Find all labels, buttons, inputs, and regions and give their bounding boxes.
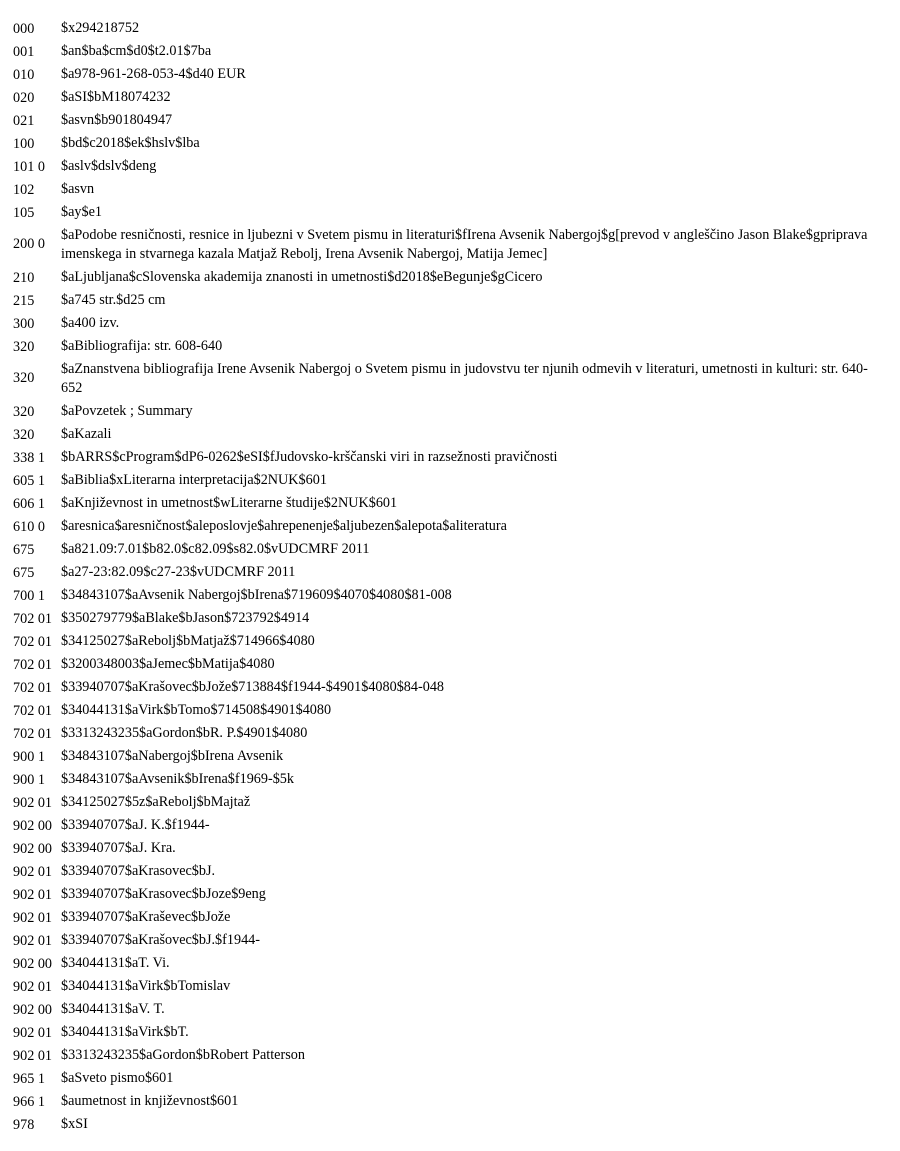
field-tag: 338 1 — [13, 450, 45, 466]
field-tag: 966 1 — [13, 1094, 45, 1110]
field-tag: 902 00 — [13, 841, 53, 857]
field-value: $34125027$aRebolj$bMatjaž$714966$4080 — [61, 633, 315, 649]
field-tag: 902 01 — [13, 887, 53, 903]
field-tag: 605 1 — [13, 473, 45, 489]
field-tag: 902 01 — [13, 933, 53, 949]
field-tag: 215 — [13, 293, 35, 309]
field-tag: 320 — [13, 404, 35, 420]
field-value: $aslv$dslv$deng — [61, 158, 157, 174]
field-value: $x294218752 — [61, 20, 140, 36]
field-value: $a27-23:82.09$c27-23$vUDCMRF 2011 — [61, 564, 296, 580]
field-tag: 320 — [13, 370, 35, 386]
field-tag: 902 01 — [13, 864, 53, 880]
field-tag: 702 01 — [13, 611, 53, 627]
field-value: $aumetnost in književnost$601 — [61, 1093, 239, 1109]
field-value: $aLjubljana$cSlovenska akademija znanosti in umetnosti$d2018$eBegunje$gCicero — [61, 269, 543, 285]
field-value: $xSI — [61, 1116, 88, 1132]
field-tag: 210 — [13, 270, 35, 286]
field-tag: 101 0 — [13, 159, 45, 175]
field-value: $34843107$aAvsenik Nabergoj$bIrena$719609$4070$4080$81-008 — [61, 587, 452, 603]
field-tag: 100 — [13, 136, 35, 152]
field-tag: 102 — [13, 182, 35, 198]
field-tag: 700 1 — [13, 588, 45, 604]
field-tag: 021 — [13, 113, 35, 129]
field-value: $aKazali — [61, 426, 112, 442]
field-tag: 902 00 — [13, 1002, 53, 1018]
field-value: $aZnanstvena bibliografija Irene Avsenik Nabergoj o Svetem pismu in judovstvu ter njunih odmevih v literaturi, umetnosti in kulturi: str. 640-652 — [61, 361, 868, 396]
field-tag: 702 01 — [13, 726, 53, 742]
field-value: $33940707$aKrasovec$bJoze$9eng — [61, 886, 266, 902]
field-tag: 965 1 — [13, 1071, 45, 1087]
field-tag: 300 — [13, 316, 35, 332]
field-value: $350279779$aBlake$bJason$723792$4914 — [61, 610, 310, 626]
field-value: $3313243235$aGordon$bR. P.$4901$4080 — [61, 725, 308, 741]
field-value: $asvn — [61, 181, 95, 197]
field-tag: 606 1 — [13, 496, 45, 512]
field-tag: 902 01 — [13, 1048, 53, 1064]
field-tag: 675 — [13, 542, 35, 558]
field-tag: 702 01 — [13, 634, 53, 650]
field-value: $aBibliografija: str. 608-640 — [61, 338, 223, 354]
field-value: $34843107$aAvsenik$bIrena$f1969-$5k — [61, 771, 294, 787]
field-tag: 200 0 — [13, 236, 45, 252]
field-value: $aPovzetek ; Summary — [61, 403, 193, 419]
field-value: $bARRS$cProgram$dP6-0262$eSI$fJudovsko-krščanski viri in razsežnosti pravičnosti — [61, 449, 558, 465]
field-value: $aPodobe resničnosti, resnice in ljubezni v Svetem pismu in literaturi$fIrena Avsenik Nabergoj$g[prevod v angleščino Jason Blake$gpriprava imenskega in stvarnega kazala Matjaž Rebolj, Irena Avsenik Nabergoj, Matija Jemec] — [61, 227, 868, 262]
field-tag: 978 — [13, 1117, 35, 1133]
field-value: $34044131$aV. T. — [61, 1001, 165, 1017]
field-value: $34044131$aVirk$bT. — [61, 1024, 189, 1040]
field-tag: 001 — [13, 44, 35, 60]
field-value: $34044131$aT. Vi. — [61, 955, 170, 971]
field-value: $a821.09:7.01$b82.0$c82.09$s82.0$vUDCMRF 2011 — [61, 541, 370, 557]
field-value: $33940707$aKrašovec$bJ.$f1944- — [61, 932, 260, 948]
field-value: $a745 str.$d25 cm — [61, 292, 166, 308]
field-value: $33940707$aKrasovec$bJ. — [61, 863, 216, 879]
field-value: $aSI$bM18074232 — [61, 89, 171, 105]
field-tag: 010 — [13, 67, 35, 83]
field-value: $a978-961-268-053-4$d40 EUR — [61, 66, 246, 82]
field-tag: 702 01 — [13, 657, 53, 673]
field-value: $33940707$aKraševec$bJože — [61, 909, 231, 925]
field-tag: 675 — [13, 565, 35, 581]
field-value: $aresnica$aresničnost$aleposlovje$ahrepenenje$aljubezen$alepota$aliteratura — [61, 518, 507, 534]
field-value: $bd$c2018$ek$hslv$lba — [61, 135, 200, 151]
field-tag: 902 01 — [13, 910, 53, 926]
field-tag: 610 0 — [13, 519, 45, 535]
field-tag: 702 01 — [13, 703, 53, 719]
field-value: $34843107$aNabergoj$bIrena Avsenik — [61, 748, 284, 764]
field-tag: 902 00 — [13, 818, 53, 834]
field-tag: 900 1 — [13, 772, 45, 788]
field-tag: 000 — [13, 21, 35, 37]
field-value: $33940707$aJ. Kra. — [61, 840, 176, 856]
field-value: $33940707$aKrašovec$bJože$713884$f1944-$4901$4080$84-048 — [61, 679, 445, 695]
field-value: $34044131$aVirk$bTomislav — [61, 978, 231, 994]
field-tag: 902 01 — [13, 1025, 53, 1041]
field-value: $a400 izv. — [61, 315, 120, 331]
field-tag: 105 — [13, 205, 35, 221]
field-tag: 902 00 — [13, 956, 53, 972]
field-value: $3200348003$aJemec$bMatija$4080 — [61, 656, 275, 672]
field-tag: 900 1 — [13, 749, 45, 765]
field-tag: 902 01 — [13, 979, 53, 995]
field-value: $34044131$aVirk$bTomo$714508$4901$4080 — [61, 702, 332, 718]
field-tag: 020 — [13, 90, 35, 106]
field-value: $an$ba$cm$d0$t2.01$7ba — [61, 43, 212, 59]
field-tag: 902 01 — [13, 795, 53, 811]
field-value: $asvn$b901804947 — [61, 112, 173, 128]
field-tag: 702 01 — [13, 680, 53, 696]
field-value: $aSveto pismo$601 — [61, 1070, 174, 1086]
field-value: $3313243235$aGordon$bRobert Patterson — [61, 1047, 305, 1063]
field-value: $ay$e1 — [61, 204, 102, 220]
field-value: $33940707$aJ. K.$f1944- — [61, 817, 210, 833]
field-tag: 320 — [13, 427, 35, 443]
field-tag: 320 — [13, 339, 35, 355]
field-value: $aBiblia$xLiterarna interpretacija$2NUK$601 — [61, 472, 327, 488]
field-value: $34125027$5z$aRebolj$bMajtaž — [61, 794, 251, 810]
field-value: $aKnjiževnost in umetnost$wLiterarne študije$2NUK$601 — [61, 495, 398, 511]
